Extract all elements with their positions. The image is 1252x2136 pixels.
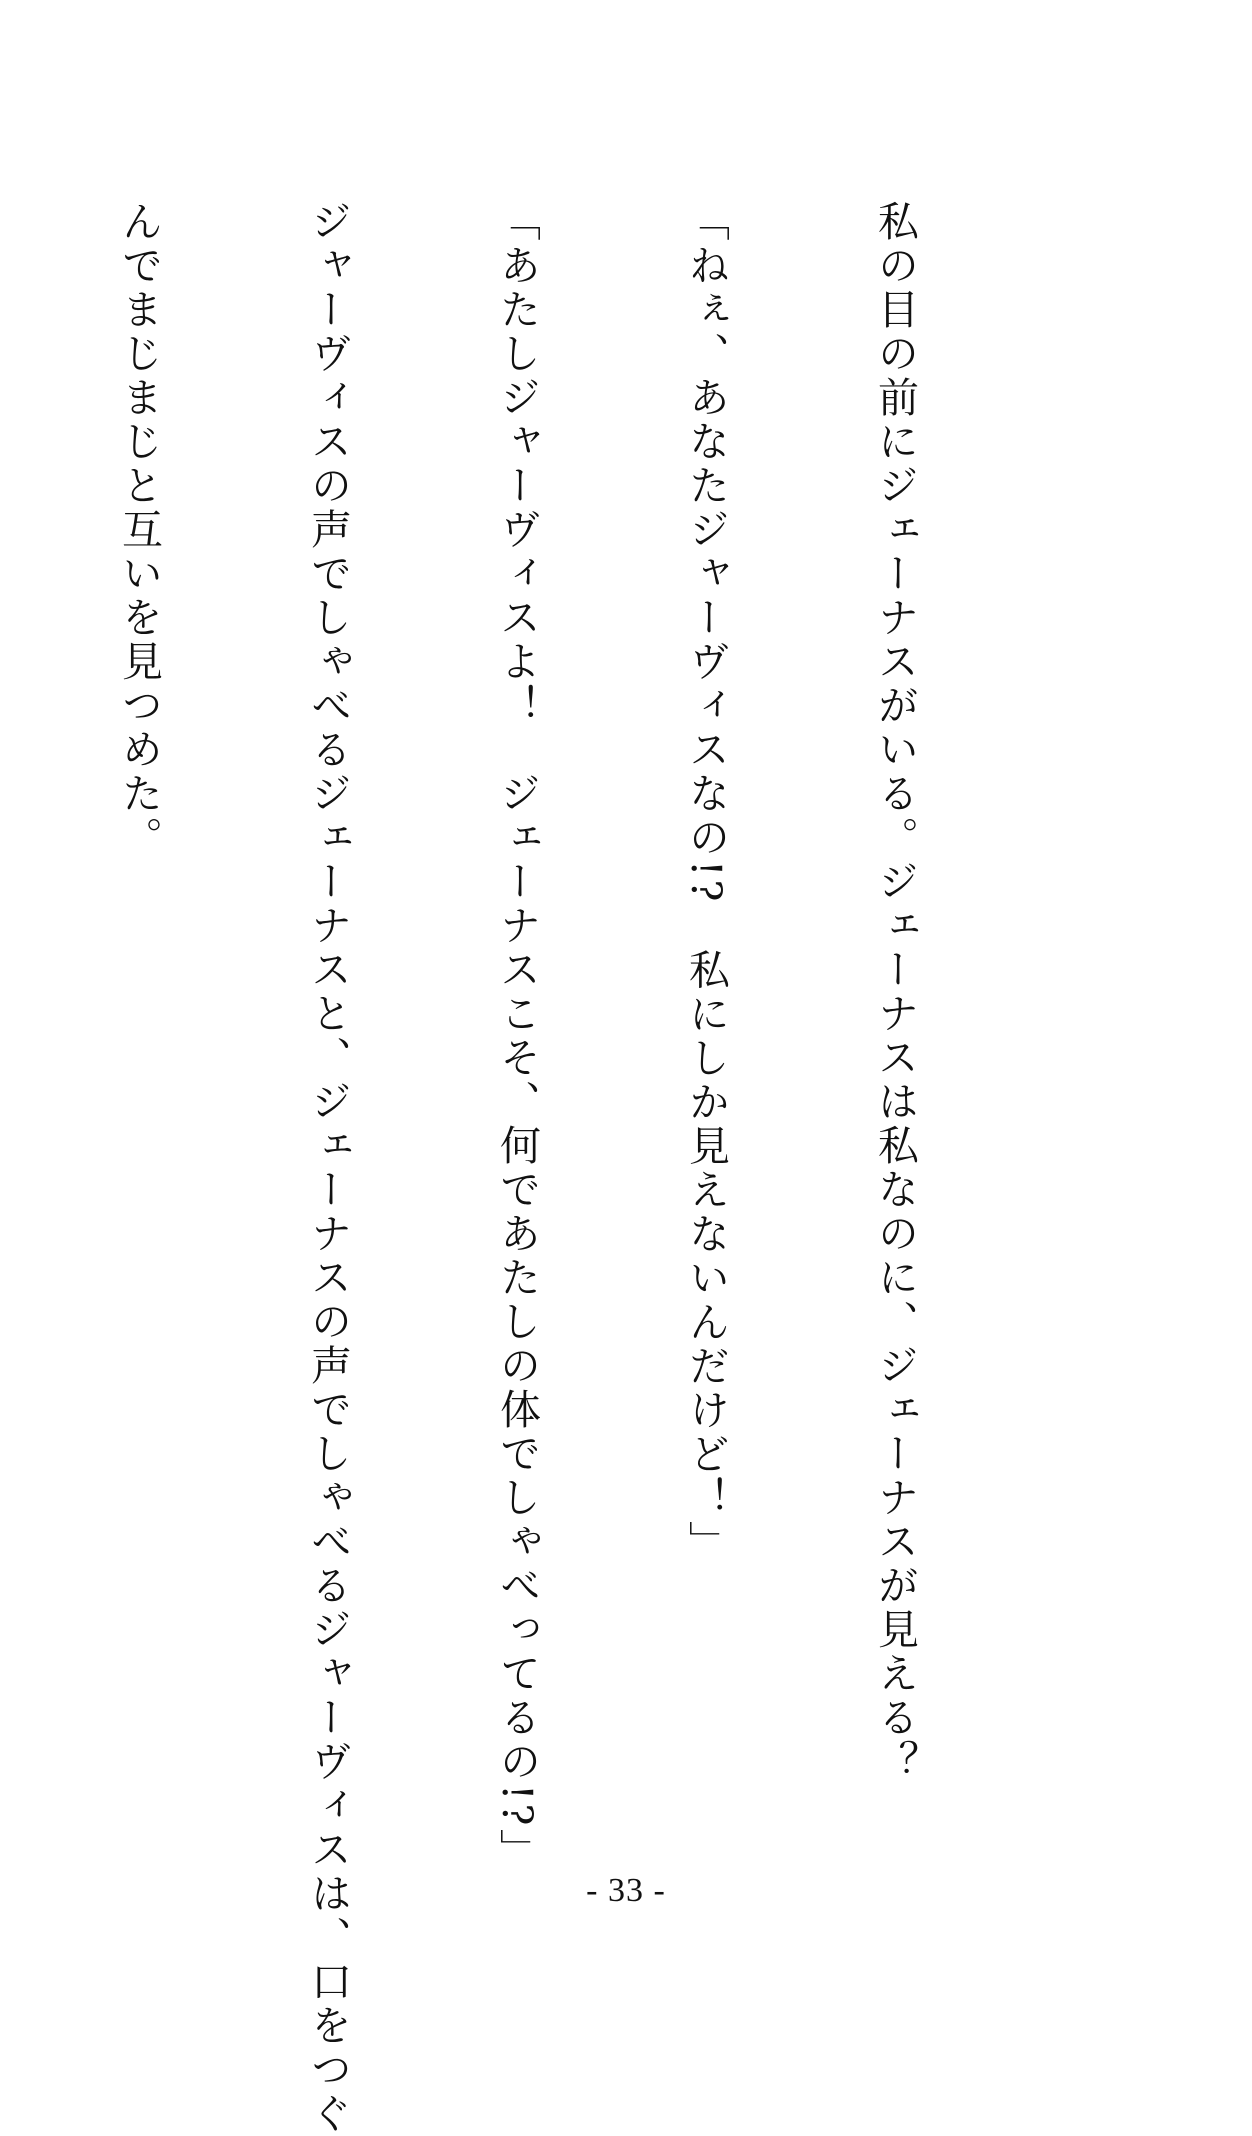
text-line: んでまじまじと互いを見つめた。	[115, 200, 163, 860]
text-line: 「あたしジャーヴィスよ！ ジェーナスこそ、何であたしの体でしゃべってるの!?」	[493, 200, 541, 1873]
text-line: 私の目の前にジェーナスがいる。ジェーナスは私なのに、ジェーナスが見える？	[871, 200, 919, 1784]
text-line: ジャーヴィスの声でしゃべるジェーナスと、ジェーナスの声でしゃべるジャーヴィスは、口をつぐ	[304, 200, 352, 2136]
page-number: - 33 -	[586, 1872, 666, 1909]
text-line: 「ねぇ、あなたジャーヴィスなの!? 私にしか見えないんだけど！」	[682, 200, 730, 1565]
